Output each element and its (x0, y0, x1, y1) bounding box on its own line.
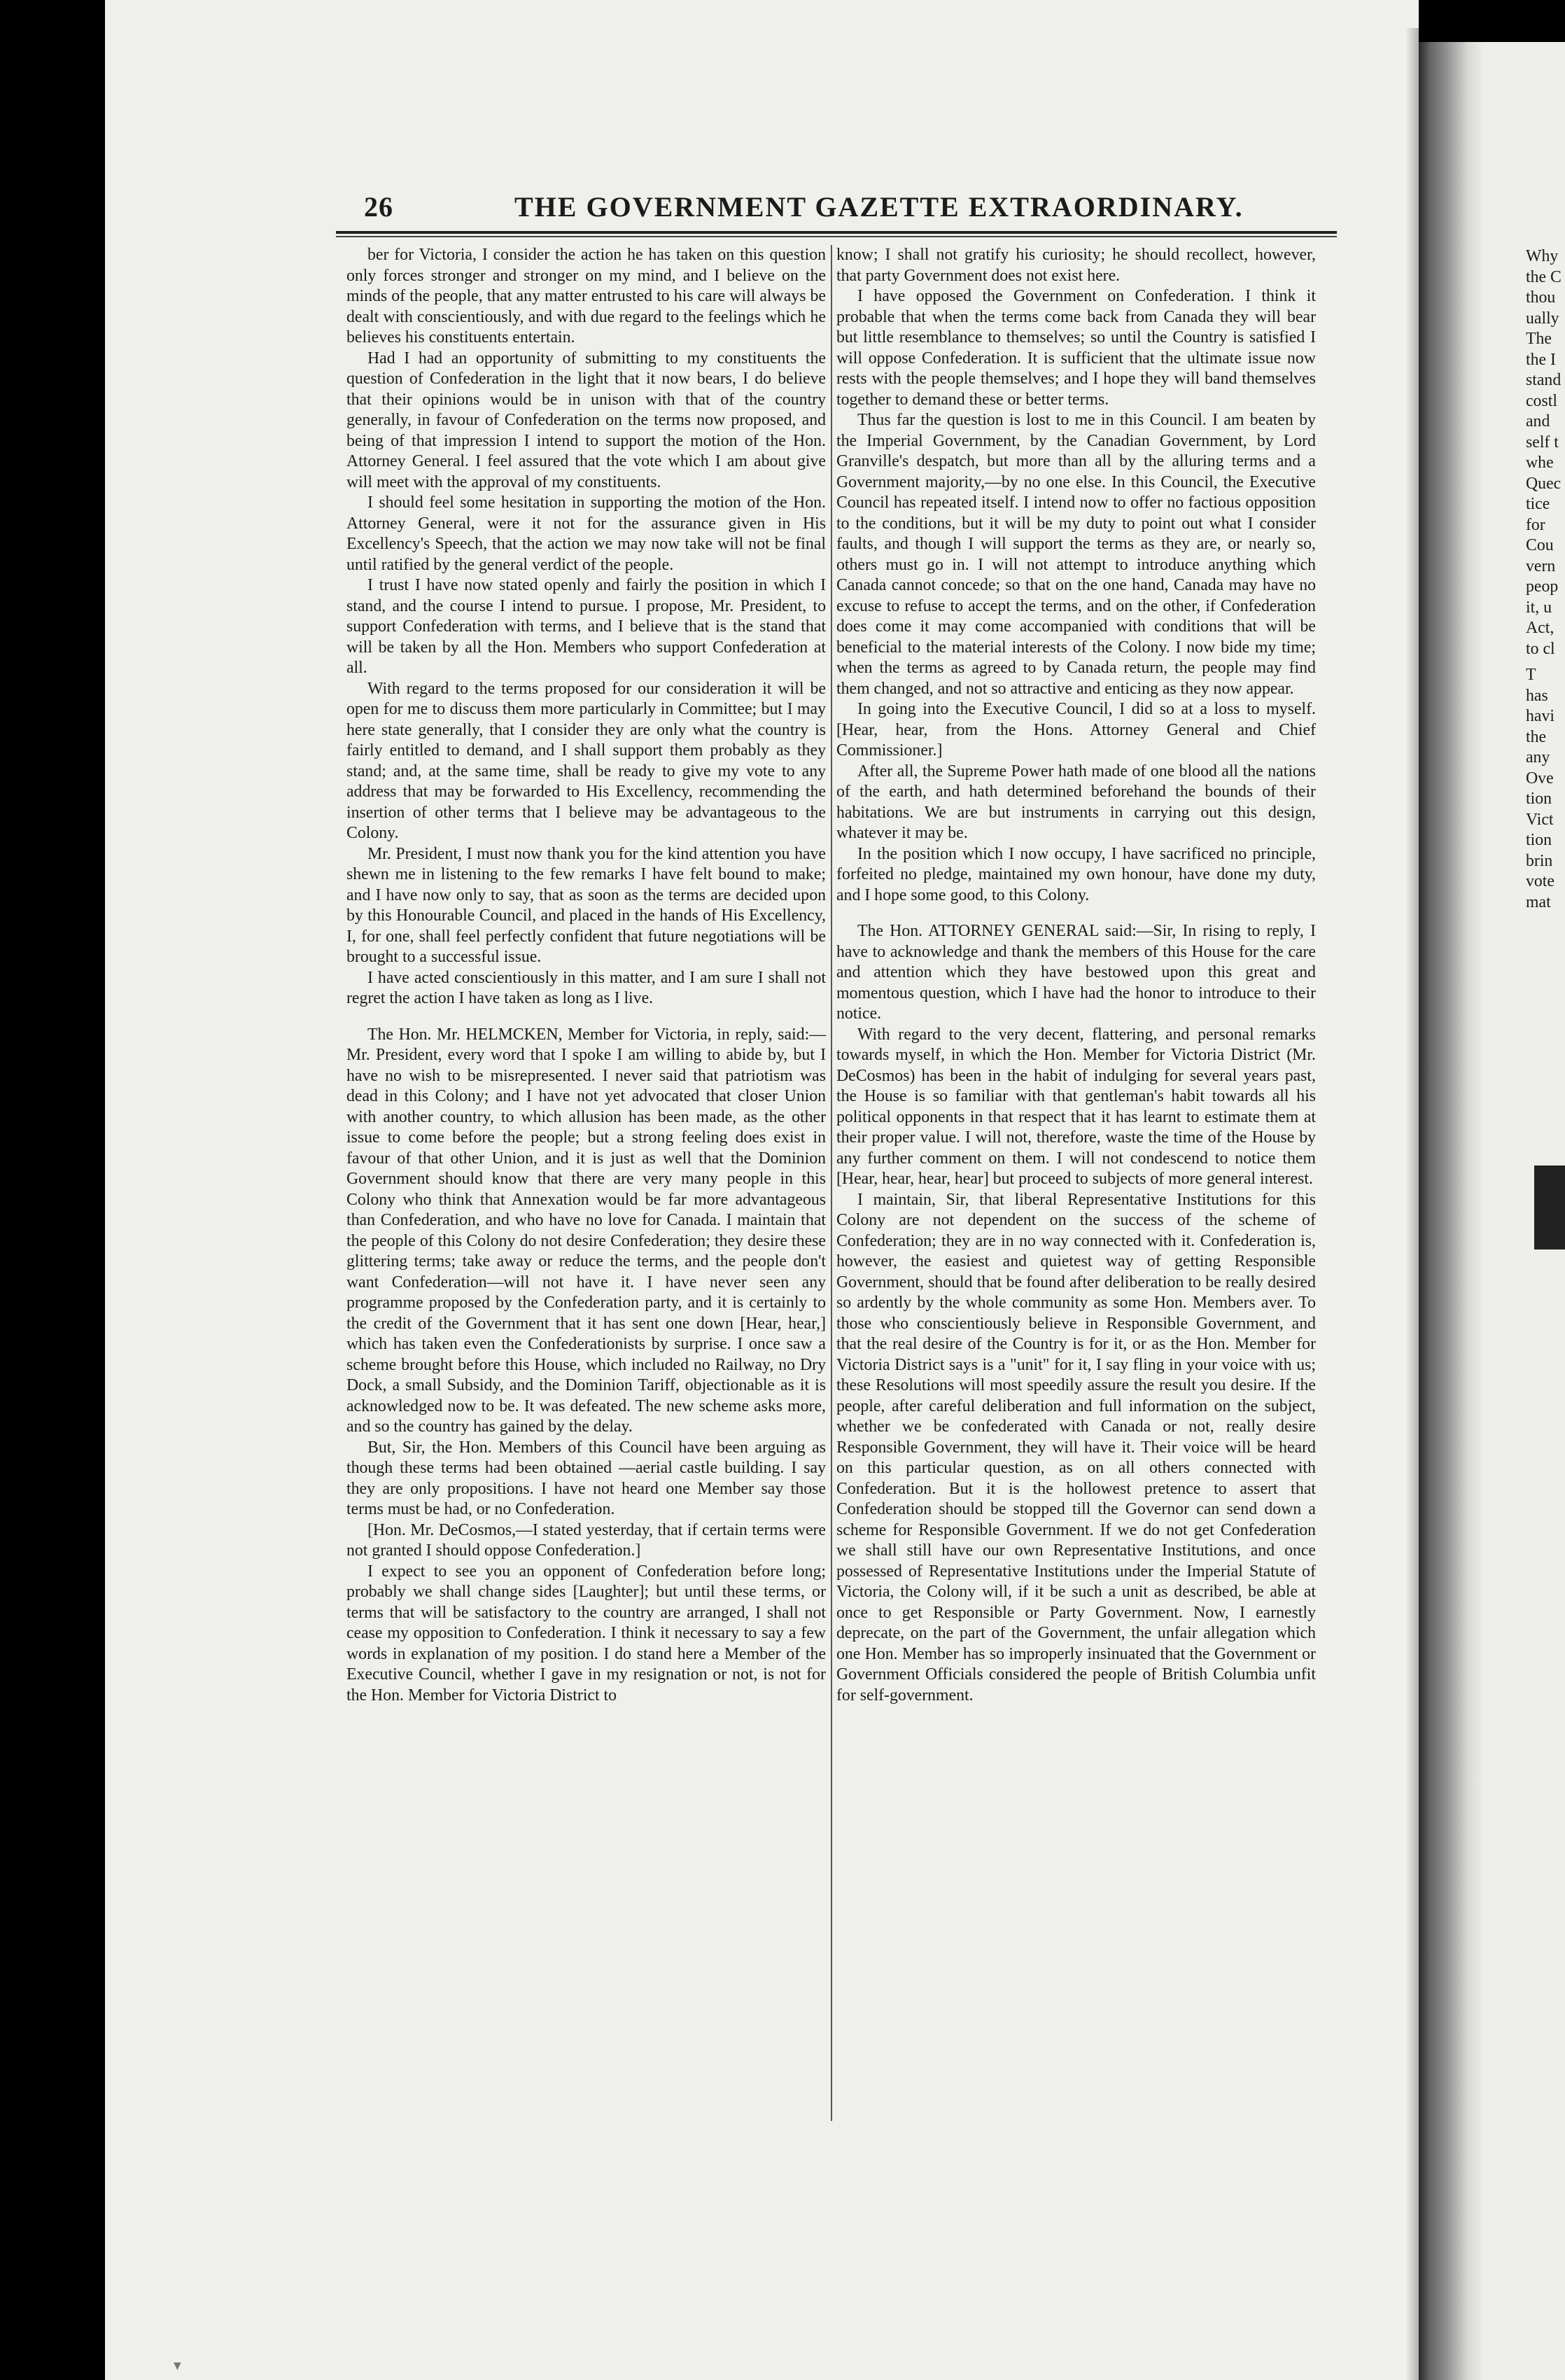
paragraph: With regard to the terms proposed for our consideration it will be open for me to discuss them more particularly in Committee; but I may here state generally, that I consider they are only what the country is fairly entitled to demand, and I shall support them probably as they stand; and, at the same time, shall be ready to give my vote to any address that may be forwarded to His Excellency, recommending the insertion of other terms that I believe may be advantageous to the Colony. (346, 679, 826, 842)
paragraph: After all, the Supreme Power hath made of one blood all the nations of the earth, and hath determined beforehand the bounds of their habitations. We are but instruments in carrying out this design, whatever it may be. (836, 762, 1316, 842)
paragraph: I have opposed the Government on Confederation. I think it probable that when the terms come back from Canada they will bear but little resemblance to themselves; so until the Country is satisfied I will oppose Confederation. It is sufficient that the ultimate issue now rests with the people themselves; and I hope they will band themselves together to demand these or better terms. (836, 287, 1316, 409)
left-column (346, 245, 826, 1706)
next-page-edge-text (1526, 246, 1565, 913)
edge-line: Vict (1526, 810, 1554, 829)
page-header (364, 190, 1333, 225)
edge-line: whe (1526, 454, 1554, 472)
paragraph: Had I had an opportunity of submitting to my constituents the question of Confederation in the light that it now bears, I do believe that their opinions would be in unison with that of the country generally, in favour of Confederation on the terms now proposed, and being of that impression I intend to support the motion of the Hon. Attorney General. I feel assured that the vote which I am about give will meet with the approval of my constituents. (346, 349, 826, 491)
paragraph: [Hon. Mr. DeCosmos,—I stated yesterday, that if certain terms were not granted I should oppose Confederation.] (346, 1520, 826, 1560)
paragraph: ber for Victoria, I consider the action he has taken on this question only forces stronger and stronger on my mind, and I believe on the minds of the people, that any matter entrusted to his care will always be dealt with conscientiously, and with due regard to the feelings which he believes his constituents entertain. (346, 246, 826, 346)
edge-line: mat (1526, 892, 1551, 911)
binding-mark (1534, 1166, 1565, 1250)
edge-line: it, u (1526, 598, 1552, 617)
edge-line: Cou (1526, 536, 1554, 554)
edge-line: peop (1526, 578, 1559, 596)
paragraph: Mr. President, I must now thank you for the kind attention you have shewn me in listening to the few remarks I have felt bound to make; and I have now only to say, that as soon as the terms are decided upon by this Honourable Council, and placed in the hands of His Excellency, I, for one, shall feel perfectly confident that future negotiations will be brought to a successful issue. (346, 844, 826, 966)
edge-line: to cl (1526, 639, 1555, 658)
edge-line: costl (1526, 391, 1557, 410)
edge-line: T (1526, 666, 1536, 684)
paragraph: I maintain, Sir, that liberal Representative Institutions for this Colony are not dependent on the success of the scheme of Confederation; they are in no way connected with it. Confederation is, however, the easiest and quietest way of getting Responsible Government, should that be found after deliberation to be really desired so ardently by the whole community as some Hon. Members aver. To those who conscientiously believe in Responsible Government, and that the real desire of the Country is for it, or as the Hon. Member for Victoria District says is a "unit" for it, I say fling in your voice with us; these Resolutions will most speedily assure the result you desire. If the people, after careful deliberation and full information on the subject, whether we be confederated with Canada or not, really desire Responsible Government, they will have it. Their voice will be heard on this particular question, as on all others connected with Confederation. But it is the hollowest pretence to assert that Confederation should be stopped till the Governor can send down a scheme for Responsible Government. If we do not get Confederation we shall still have our own Representative Institutions, and once possessed of Representative Institutions under the Imperial Statute of Victoria, the Colony will, if it be such a unit as described, be able at once to get Responsible or Party Government. Now, I earnestly deprecate, on the part of the Government, the unfair allegation which one Hon. Member has so improperly insinuated that the Government or Government Officials considered the people of British Columbia unfit for self-government. (836, 1190, 1316, 1704)
edge-line: havi (1526, 707, 1555, 725)
edge-line: ually (1526, 309, 1559, 328)
paragraph: In the position which I now occupy, I have sacrificed no principle, forfeited no pledge, maintained my own honour, have done my duty, and I hope some good, to this Colony. (836, 844, 1316, 904)
edge-line: any (1526, 748, 1550, 766)
paragraph: The Hon. ATTORNEY GENERAL said:—Sir, In rising to reply, I have to acknowledge and thank the members of this House for the care and attention which they have bestowed upon this great and momentous question, which I have had the honor to introduce to their notice. (836, 922, 1316, 1023)
paragraph: The Hon. Mr. HELMCKEN, Member for Victoria, in reply, said:—Mr. President, every word that I spoke I am willing to abide by, but I have no wish to be misrepresented. I never said that patriotism was dead in this Colony; and I have not yet advocated that closer Union with another country, to which allusion has been made, as the other issue to come before the people; but a strong feeling does exist in favour of that other Union, and it is just as well that the Dominion Government should know that there are very many people in this Colony who think that Annexation would be far more advantageous than Confederation, and who have no love for Canada. I maintain that the people of this Colony do not desire Confederation; they desire these glittering terms; take away or reduce the terms, and the people don't want Confederation—will not have it. I have never seen any programme proposed by the Confederation party, and it is certainly to the credit of the Government that it has sent one down [Hear, hear,] which has taken even the Confederationists by surprise. I once saw a scheme brought before this House, which included no Railway, no Dry Dock, a small Subsidy, and the Dominion Tariff, objectionable as it is acknowledged now to be. It was defeated. The new scheme asks more, and so the country has gained by the delay. (346, 1025, 826, 1436)
paragraph: With regard to the very decent, flattering, and personal remarks towards myself, in which the Hon. Member for Victoria District (Mr. DeCosmos) has been in the habit of indulging for several years past, the House is so familiar with that gentleman's habit towards all his political opponents in that respect that it has learnt to estimate them at their proper value. I will not, therefore, waste the time of the House by any further comment on them. I will not condescend to notice them [Hear, hear, hear, hear] but proceed to subjects of more general interest. (836, 1025, 1316, 1188)
edge-line: self t (1526, 433, 1559, 451)
paragraph: Thus far the question is lost to me in this Council. I am beaten by the Imperial Government, by the Canadian Government, by Lord Granville's despatch, but more than all by the alluring terms and a Government majority,—by no one else. In this Council, the Executive Council has repeated itself. I intend now to offer no factious opposition to the conditions, but it will be my duty to point out what I consider faults, and though I will support the terms as they are, or nearly so, others must go in. I will not attempt to introduce anything which Canada cannot concede; so that on the one hand, Canada may have no excuse to refuse to accept the terms, and on the other, if Confederation does come it may come accompanied with conditions that will be beneficial to the material interests of the Colony. I now bide my time; when the terms as agreed to by Canada return, the people may find them changed, and not so attractive and enticing as they now appear. (836, 411, 1316, 698)
edge-line: tice (1526, 495, 1550, 513)
edge-line: and (1526, 412, 1550, 430)
edge-line: tion (1526, 790, 1552, 808)
header-rule-thin (336, 236, 1337, 237)
paragraph: I have acted conscientiously in this matter, and I am sure I shall not regret the action I have taken as long as I live. (346, 968, 826, 1007)
edge-line: Ove (1526, 769, 1554, 788)
paragraph: But, Sir, the Hon. Members of this Council have been arguing as though these terms had been obtained —aerial castle building. I say they are only propositions. I have not heard one Member say those terms must be had, or no Confederation. (346, 1438, 826, 1518)
edge-line: the (1526, 727, 1547, 746)
edge-line: vern (1526, 556, 1556, 575)
edge-line: thou (1526, 288, 1556, 307)
paragraph: know; I shall not gratify his curiosity; he should recollect, however, that party Government does not exist here. (836, 246, 1316, 285)
header-rule (336, 231, 1337, 234)
page-title: THE GOVERNMENT GAZETTE EXTRAORDINARY. (514, 191, 1244, 223)
edge-line: for (1526, 515, 1545, 534)
edge-line: has (1526, 686, 1548, 705)
edge-line: Act, (1526, 619, 1555, 637)
page-number: 26 (364, 191, 393, 223)
edge-line: The (1526, 330, 1552, 348)
edge-line: Quec (1526, 474, 1562, 493)
paragraph: I expect to see you an opponent of Confederation before long; probably we shall change sides [Laughter]; but until these terms, or terms that will be satisfactory to the country are arranged, I shall not cease my opposition to Confederation. I think it necessary to say a few words in explanation of my position. I do stand here a Member of the Executive Council, whether I gave in my resignation or not, is not for the Hon. Member for Victoria District to (346, 1562, 826, 1704)
right-column (836, 245, 1316, 1706)
edge-line: brin (1526, 851, 1553, 870)
paragraph: I should feel some hesitation in supporting the motion of the Hon. Attorney General, were it not for the assurance given in His Excellency's Speech, that the action we may now take will not be final until ratified by the general verdict of the people. (346, 493, 826, 574)
edge-line: tion (1526, 831, 1552, 849)
edge-line: the I (1526, 350, 1556, 369)
edge-line: stand (1526, 371, 1562, 389)
edge-line: the C (1526, 267, 1562, 286)
scan-speck: ▼ (174, 2360, 181, 2372)
column-divider (831, 245, 832, 2121)
paragraph: I trust I have now stated openly and fairly the position in which I stand, and the course I intend to pursue. I propose, Mr. President, to support Confederation with terms, and I believe that is the stand that will be taken by all the Hon. Members who support Confederation at all. (346, 576, 826, 677)
paragraph: In going into the Executive Council, I did so at a loss to myself. [Hear, hear, from the Hons. Attorney General and Chief Commissioner.] (836, 700, 1316, 760)
edge-line: vote (1526, 872, 1555, 890)
edge-line: Why (1526, 247, 1559, 265)
